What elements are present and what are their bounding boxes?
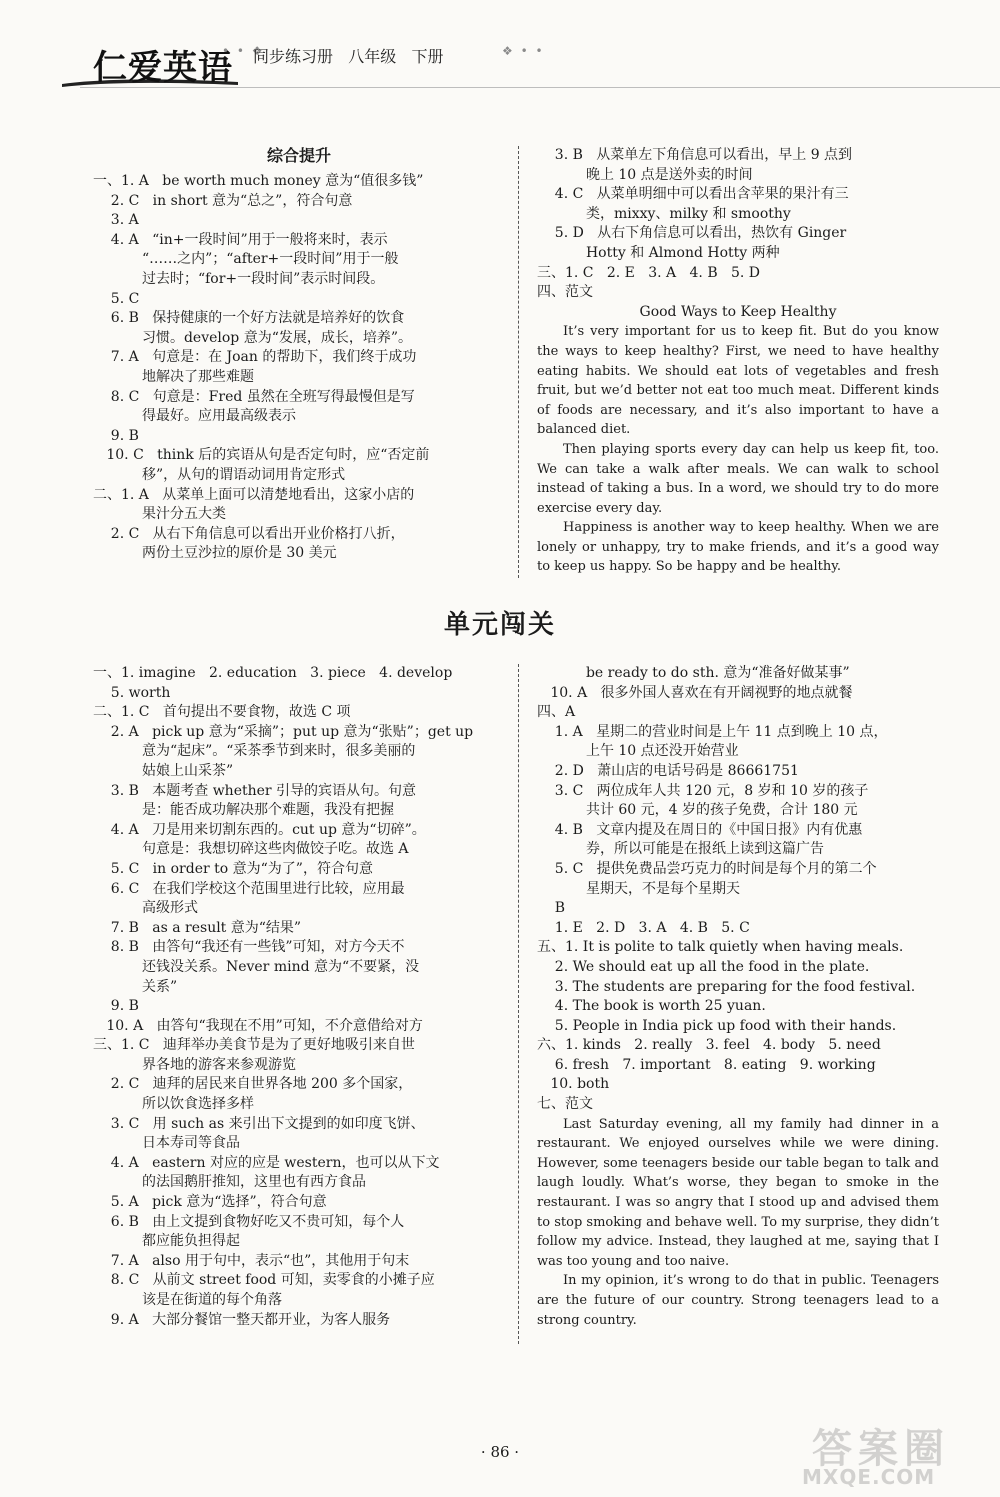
answer-line: 9. A 大部分餐馆一整天都开业，为客人服务 — [93, 1311, 391, 1328]
answer-line: 9. B — [93, 427, 139, 444]
page-number: · 86 · — [480, 1443, 520, 1461]
answer-line: 都应能负担得起 — [93, 1233, 240, 1250]
header-rule — [80, 87, 1000, 88]
answer-line: 类，mixxy、milky 和 smoothy — [537, 205, 791, 222]
answer-line: 2. We should eat up all the food in the plate. — [537, 958, 870, 975]
answer-line: 的法国鹅肝推知，这里也有西方食品 — [93, 1174, 366, 1191]
answer-line: 四、A — [537, 704, 576, 721]
answer-line: 4. A 刀是用来切割东西的。cut up 意为“切碎”。 — [93, 821, 426, 838]
answer-line: 关系” — [93, 978, 178, 995]
answer-line: 共计 60 元，4 岁的孩子免费，合计 180 元 — [537, 802, 858, 819]
answer-line: 4. The book is worth 25 yuan. — [537, 998, 766, 1015]
answer-line: 5. D 从右下角信息可以看出，热饮有 Ginger — [537, 225, 847, 242]
book-series-title: 同步练习册 八年级 下册 — [253, 47, 444, 66]
answer-line: 上午 10 点还没开始营业 — [537, 743, 739, 760]
answer-line: 晚上 10 点是送外卖的时间 — [537, 166, 753, 183]
answer-line: be ready to do sth. 意为“准备好做某事” — [537, 665, 850, 681]
answer-line: 一、1. imagine 2. education 3. piece 4. develop — [93, 665, 453, 681]
answer-line: 五、1. It is polite to talk quietly when having meals. — [537, 939, 904, 956]
essay-paragraph: Then playing sports every day can help us keep fit, too. We can take a walk after meals. We can walk to school instead of taking a bus. In a word, we should try to do more exercise every day. — [537, 441, 939, 516]
essay-paragraph: Last Saturday evening, all my family had dinner in a restaurant. We enjoyed ourselves while we were dining. However, some teenagers beside our table began to talk and laugh loudly. What’s worse, they began to smoke in the restaurant. I was so angry that I stood up and advised them to stop smoking and behave well. To my surprise, they didn’t follow my advice. Instead, they laughed at me, saying that I was too young and too naive. — [537, 1116, 939, 1269]
answer-line: 10. A 由答句“我现在不用”可知，不介意借给对方 — [93, 1017, 423, 1034]
answer-line: 高级形式 — [93, 900, 198, 917]
answer-line: 3. A — [93, 212, 139, 229]
answer-line: 2. C in short 意为“总之”，符合句意 — [93, 192, 353, 209]
essay-body-upper — [537, 322, 939, 577]
answer-line: 六、1. kinds 2. really 3. feel 4. body 5. need — [537, 1037, 881, 1054]
answer-line: 二、1. C 首句提出不要食物，故选 C 项 — [93, 704, 351, 721]
answer-line: 过去时；“for+一段时间”表示时间段。 — [93, 270, 385, 287]
answer-line: 意为“起床”。“采茶季节到来时，很多美丽的 — [93, 743, 416, 760]
answer-line: 日本寿司等食品 — [93, 1135, 240, 1152]
answer-line: 七、范文 — [537, 1096, 593, 1113]
ornament-right: ❖ • • — [502, 44, 545, 58]
answer-line: 7. A 句意是：在 Joan 的帮助下，我们终于成功 — [93, 349, 417, 366]
page-header — [0, 0, 1000, 92]
answer-list-upper-right — [537, 146, 939, 303]
answer-line: 4. A “in+一段时间”用于一般将来时，表示 — [93, 231, 388, 248]
answer-line: 10. A 很多外国人喜欢在有开阔视野的地点就餐 — [537, 684, 853, 701]
upper-left-column — [93, 146, 505, 564]
answer-line: 是：能否成功解决那个难题，我没有把握 — [93, 802, 394, 819]
answer-line: 所以饮食选择多样 — [93, 1096, 254, 1113]
answer-line: 二、1. A 从菜单上面可以清楚地看出，这家小店的 — [93, 486, 415, 503]
answer-list-upper-left — [93, 172, 505, 564]
answer-line: 10. both — [537, 1076, 610, 1093]
answer-line: Hotty 和 Almond Hotty 两种 — [537, 244, 780, 261]
lower-right-column — [537, 664, 939, 1330]
answer-line: 5. C 提供免费品尝巧克力的时间是每个月的第二个 — [537, 860, 877, 877]
answer-line: 两份土豆沙拉的原价是 30 美元 — [93, 545, 337, 562]
answer-line: 移”，从句的谓语动词用肯定形式 — [93, 466, 346, 483]
answer-line: 3. C 用 such as 来引出下文提到的如印度飞饼、 — [93, 1115, 425, 1132]
essay-body-lower — [537, 1115, 939, 1331]
answer-line: 6. fresh 7. important 8. eating 9. working — [537, 1056, 876, 1073]
answer-line: 5. C — [93, 290, 140, 307]
column-divider-upper — [518, 146, 519, 578]
answer-line: 得最好。应用最高级表示 — [93, 408, 296, 425]
answer-line: 三、1. C 2. E 3. A 4. B 5. D — [537, 264, 760, 281]
answer-line: 8. B 由答句“我还有一些钱”可知，对方今天不 — [93, 939, 405, 956]
answer-line: 9. B — [93, 998, 139, 1015]
answer-line: 一、1. A be worth much money 意为“值很多钱” — [93, 173, 424, 189]
answer-line: 该是在街道的每个角落 — [93, 1292, 282, 1308]
watermark-text: 答案圈 — [812, 1426, 950, 1472]
ornament-left: • • ❖ — [222, 44, 265, 58]
answer-line: 1. A 星期二的营业时间是上午 11 点到晚上 10 点， — [537, 723, 888, 740]
answer-line: 6. B 保持健康的一个好方法就是培养好的饮食 — [93, 310, 405, 327]
upper-right-column — [537, 146, 939, 577]
answer-line: 2. C 从右下角信息可以看出开业价格打八折， — [93, 525, 405, 542]
answer-line: 6. C 在我们学校这个范围里进行比较，应用最 — [93, 880, 405, 897]
watermark-logo — [792, 1417, 992, 1493]
answer-line: 5. People in India pick up food with their hands. — [537, 1017, 897, 1034]
answer-line: 4. B 文章内提及在周日的《中国日报》内有优惠 — [537, 821, 863, 838]
answer-line: 3. B 本题考查 whether 引导的宾语从句。句意 — [93, 782, 417, 799]
essay-paragraph: Happiness is another way to keep healthy. When we are lonely or unhappy, try to make friends, and it’s a good way to keep us happy. So be happy and be healthy. — [537, 520, 939, 575]
answer-line: 7. B as a result 意为“结果” — [93, 919, 302, 936]
answer-line: 四、范文 — [537, 284, 593, 301]
answer-line: 5. worth — [93, 684, 171, 701]
answer-line: 5. A pick 意为“选择”，符合句意 — [93, 1194, 327, 1211]
column-divider-lower — [518, 664, 519, 1344]
answer-line: 地解决了那些难题 — [93, 368, 254, 385]
watermark-url: MXQE.COM — [802, 1465, 936, 1489]
answer-line: 6. B 由上文提到食物好吃又不贵可知，每个人 — [93, 1213, 405, 1230]
answer-line: 8. C 从前文 street food 可知，卖零食的小摊子应 — [93, 1272, 435, 1289]
answer-line: 7. A also 用于句中，表示“也”，其他用于句末 — [93, 1252, 410, 1269]
answer-line: 10. C think 后的宾语从句是否定句时，应“否定前 — [93, 447, 430, 464]
answer-line: 1. E 2. D 3. A 4. B 5. C — [537, 919, 750, 936]
answer-line: 4. C 从菜单明细中可以看出含苹果的果汁有三 — [537, 186, 849, 203]
answer-line: 3. The students are preparing for the food festival. — [537, 978, 916, 995]
answer-line: 星期天，不是每个星期天 — [537, 880, 740, 897]
answer-line: 2. C 迪拜的居民来自世界各地 200 多个国家， — [93, 1076, 413, 1093]
answer-line: 还钱没关系。Never mind 意为“不要紧，没 — [93, 958, 420, 975]
answer-line: 8. C 句意是：Fred 虽然在全班写得最慢但是写 — [93, 388, 415, 405]
answer-line: 姑娘上山采茶” — [93, 762, 234, 779]
essay-paragraph: It’s very important for us to keep fit. But do you know the ways to keep healthy? First, we need to have healthy eating habits. We should eat lots of vegetables and fresh fruit, but we’d better not eat too much meat. Different kinds of foods are necessary, and it’s also important to have a balanced diet. — [537, 324, 939, 438]
answer-line: 3. B 从菜单左下角信息可以看出，早上 9 点到 — [537, 147, 853, 163]
answer-list-lower-left — [93, 664, 505, 1330]
answer-line: “……之内”；“after+一段时间”用于一般 — [93, 251, 399, 268]
answer-line: 券，所以可能是在报纸上读到这篇广告 — [537, 841, 824, 858]
lower-left-column — [93, 664, 505, 1330]
essay-title: Good Ways to Keep Healthy — [639, 303, 837, 320]
section-heading-comprehensive: 综合提升 — [266, 146, 331, 165]
answer-line: 三、1. C 迪拜举办美食节是为了更好地吸引来自世 — [93, 1037, 415, 1054]
brand-logo: 仁爱英语 — [93, 48, 233, 88]
answer-line: 4. A eastern 对应的应是 western，也可以从下文 — [93, 1154, 440, 1171]
answer-line: 2. A pick up 意为“采摘”；put up 意为“张贴”；get up — [93, 723, 474, 740]
answer-line: 果汁分五大类 — [93, 506, 226, 523]
answer-line: B — [537, 900, 566, 917]
answer-line: 句意是：我想切碎这些肉做饺子吃。故选 A — [93, 841, 409, 858]
answer-list-lower-right — [537, 664, 939, 1115]
answer-line: 习惯。develop 意为“发展，成长，培养”。 — [93, 329, 413, 346]
answer-line: 5. C in order to 意为“为了”，符合句意 — [93, 860, 373, 877]
answer-line: 3. C 两位成年人共 120 元，8 岁和 10 岁的孩子 — [537, 782, 869, 799]
answer-line: 2. D 萧山店的电话号码是 86661751 — [537, 762, 799, 779]
answer-line: 界各地的游客来参观游览 — [93, 1056, 296, 1073]
essay-paragraph: In my opinion, it’s wrong to do that in public. Teenagers are the future of our country. Strong teenagers lead to a strong country. — [537, 1273, 939, 1328]
section-title-unit-test: 单元闯关 — [443, 610, 556, 640]
